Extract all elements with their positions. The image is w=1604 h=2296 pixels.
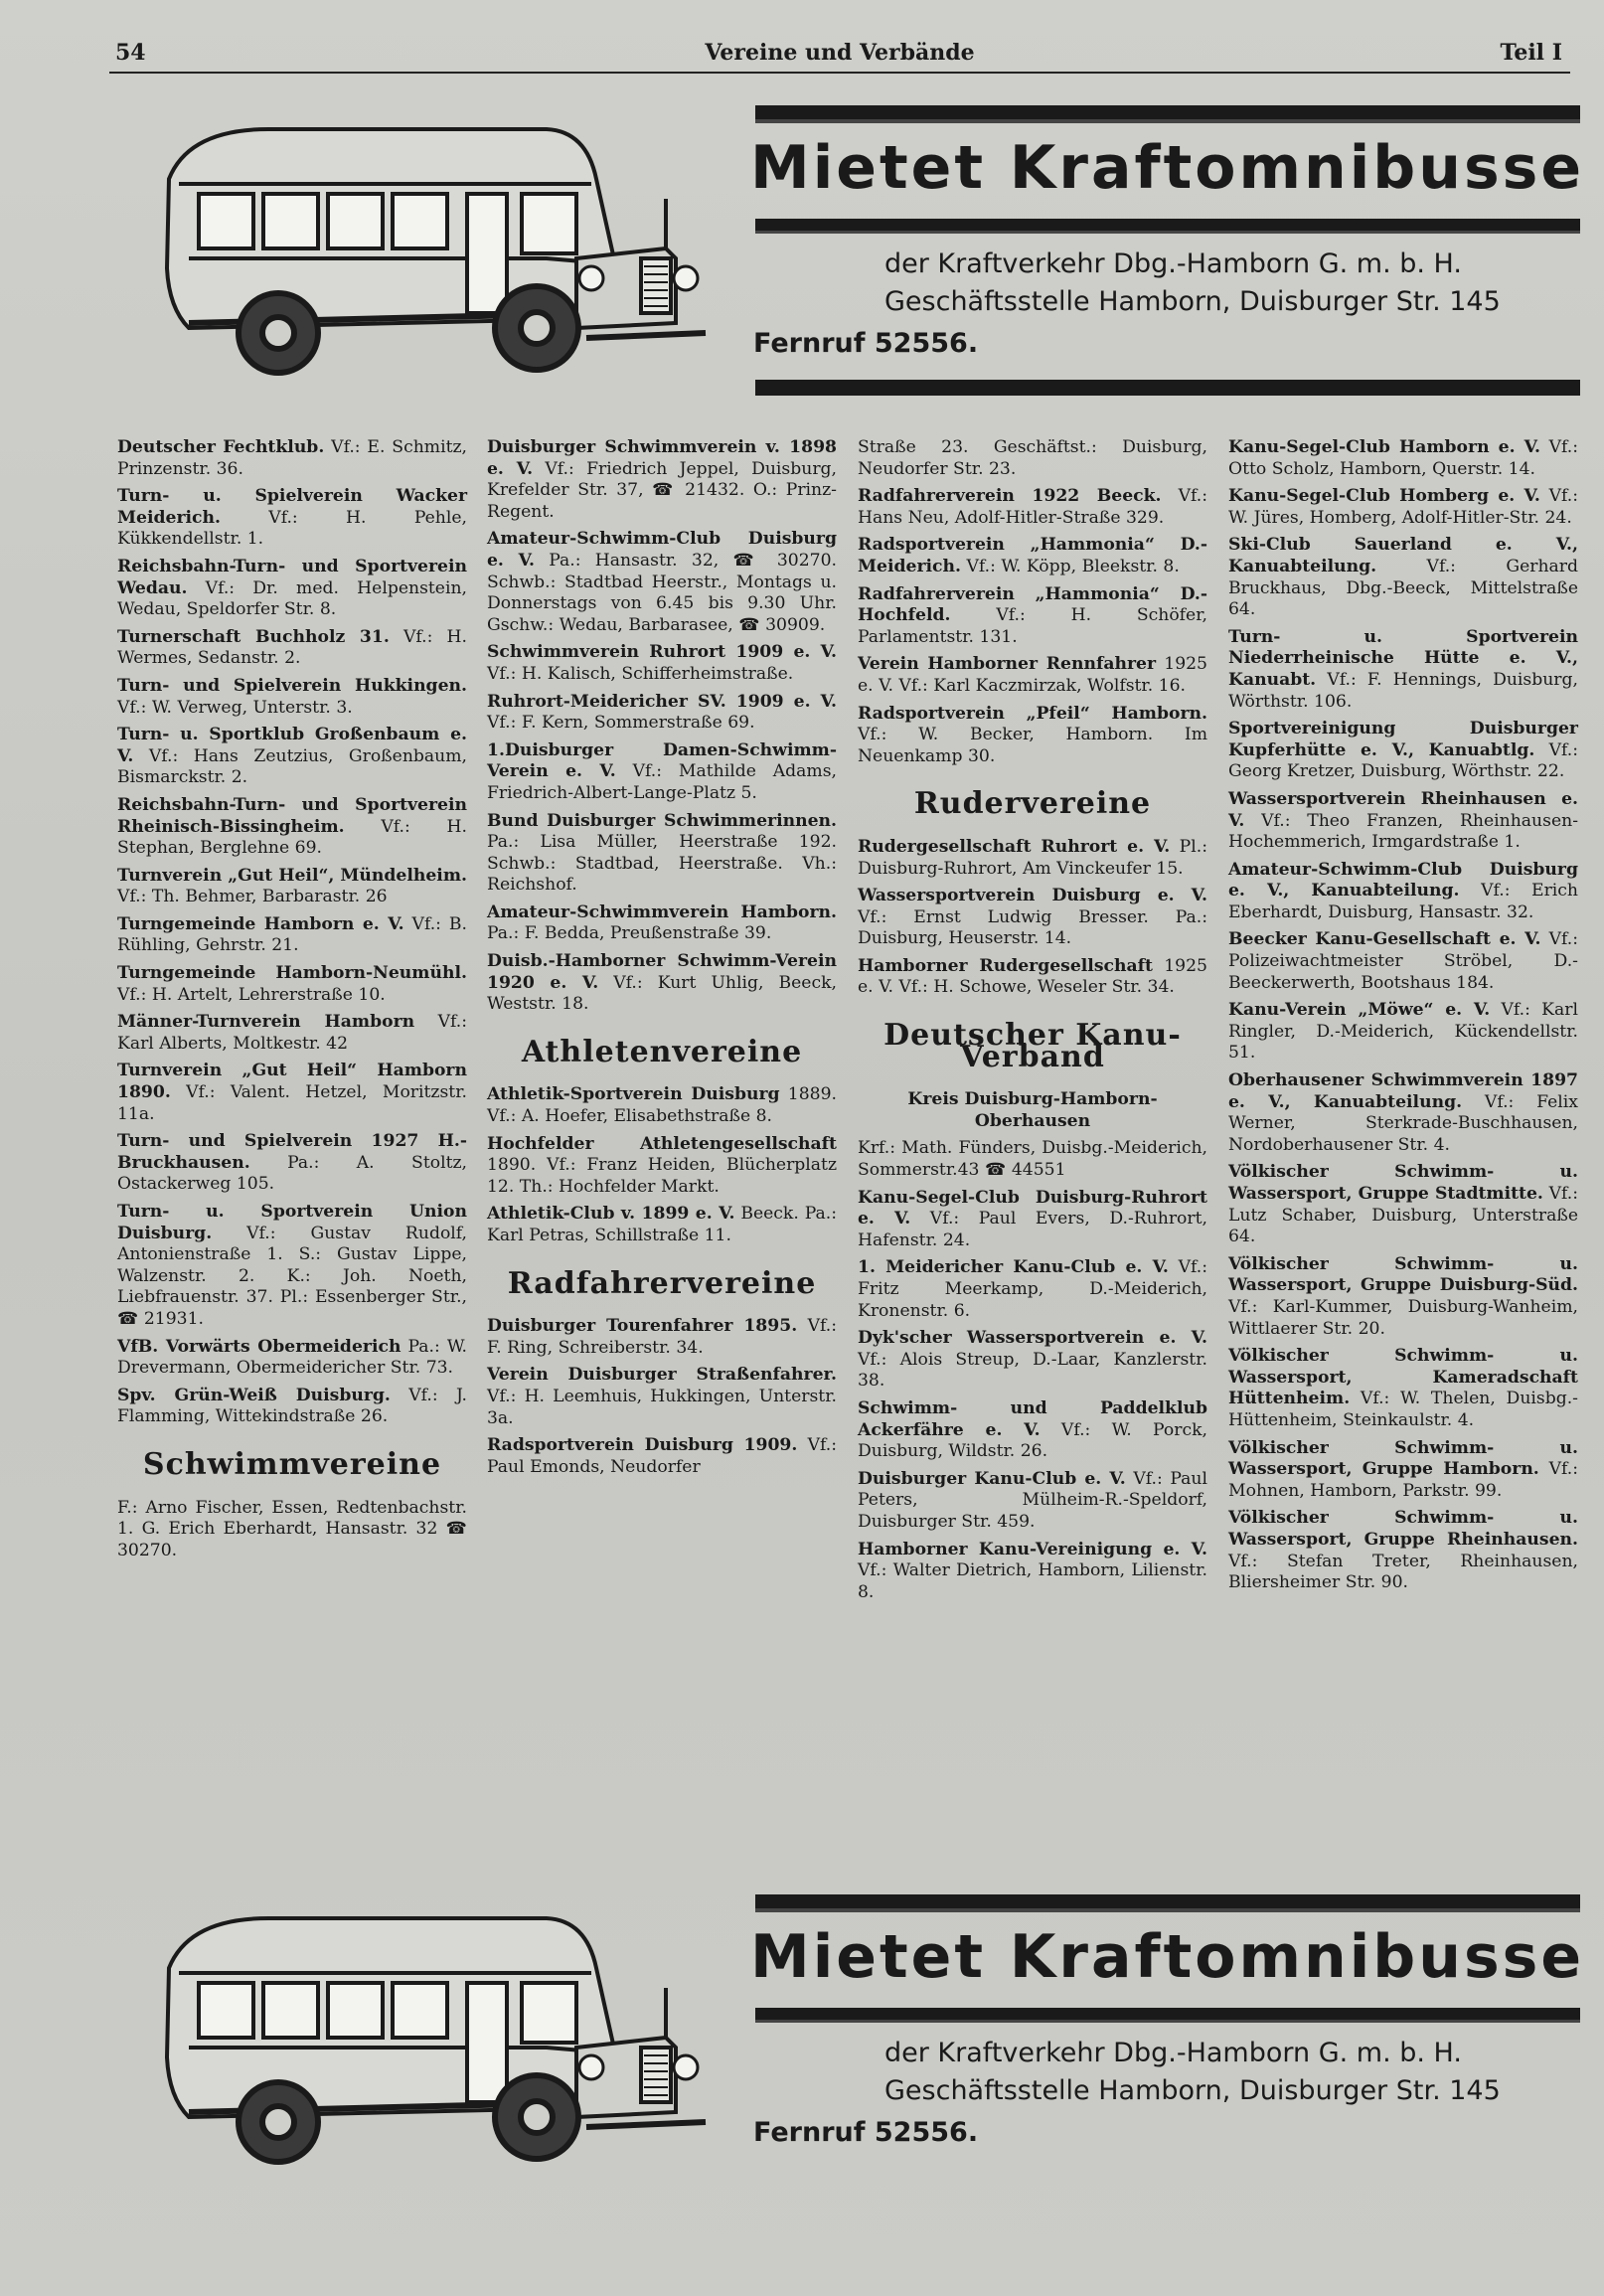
club-details: Vf.: H. Wermes, Sedanstr. 2. [117, 626, 467, 669]
club-name: Kanu-Verein „Möwe“ e. V. [1228, 1000, 1491, 1021]
club-name: Reichsbahn-Turn- und Sportverein Wedau. [117, 556, 467, 598]
section-heading: Radfahrervereine [507, 1265, 817, 1301]
club-name: Männer-Turnverein Hamborn [117, 1012, 415, 1033]
page-number: 54 [115, 40, 146, 66]
club-details: Vf.: H. Schöfer, Parlamentstr. 131. [858, 605, 1207, 647]
club-details: 1890. Vf.: Franz Heiden, Blücherplatz 12. Th.: Hochfelder Markt. [487, 1155, 837, 1197]
club-name: Schwimmverein Ruhrort 1909 e. V. [487, 642, 837, 663]
club-details: Vf.: Hans Zeutzius, Großenbaum, Bismarckstr. 2. [117, 745, 467, 788]
club-name: Athletik-Sportverein Duisburg [487, 1084, 780, 1105]
running-title: Vereine und Verbände [705, 40, 975, 66]
section-heading: Rudervereine [913, 786, 1152, 822]
club-details: Vf.: J. Flamming, Wittekindstraße 26. [117, 1385, 467, 1427]
club-entry [858, 654, 1207, 697]
club-entry [858, 584, 1207, 649]
ad-company: der Kraftverkehr Dbg.-Hamborn G. m. b. H. [884, 248, 1462, 279]
club-details: Vf.: W. Porck, Duisburg, Wildstr. 26. [858, 1419, 1207, 1462]
club-name: Verein Hamborner Rennfahrer [858, 654, 1157, 675]
club-name: Kanu-Segel-Club Hamborn e. V. [1228, 437, 1540, 457]
rule [755, 2020, 1580, 2023]
column-1 [117, 437, 467, 1567]
club-entry [1228, 486, 1578, 529]
club-details: Vf.: W. Verweg, Unterstr. 3. [117, 697, 353, 718]
club-entry [858, 1398, 1207, 1463]
club-entry [1228, 1254, 1578, 1340]
club-entry [117, 627, 467, 670]
bus-illustration [149, 1898, 765, 2187]
part-label: Teil I [1500, 40, 1562, 66]
club-details: Vf.: F. Kern, Sommerstraße 69. [487, 713, 755, 734]
ad-address: Geschäftsstelle Hamborn, Duisburger Str. 145 [884, 2075, 1501, 2106]
club-details: Vf.: Otto Scholz, Hamborn, Querstr. 14. [1228, 437, 1578, 479]
club-entry [117, 866, 467, 908]
club-entry [1228, 1162, 1578, 1247]
club-entry [487, 1365, 837, 1429]
club-name: Turn- und Spielverein 1927 H.-Bruckhausen. [117, 1131, 467, 1173]
club-entry [858, 1257, 1207, 1322]
ad-phone: Fernruf 52556. [753, 2117, 979, 2148]
club-entry [1228, 1438, 1578, 1503]
club-name: Rudergesellschaft Ruhrort e. V. [858, 836, 1171, 857]
club-entry [487, 692, 837, 735]
club-name: Radsportverein Duisburg 1909. [487, 1435, 798, 1456]
club-name: VfB. Vorwärts Obermeiderich [117, 1336, 401, 1357]
club-details: Vf.: Karl Ringler, D.-Meiderich, Kückendellstr. 51. [1228, 1000, 1578, 1064]
club-details: Vf.: Kurt Uhlig, Beeck, Weststr. 18. [487, 972, 837, 1015]
club-details: 1925 e. V. Vf.: H. Schowe, Weseler Str. 34. [858, 955, 1207, 998]
club-entry [858, 486, 1207, 529]
club-entry [1228, 535, 1578, 620]
club-name: Turn- u. Sportverein Union Duisburg. [117, 1202, 467, 1243]
club-details: Vf.: Karl Alberts, Moltkestr. 42 [117, 1012, 467, 1054]
club-details: Vf.: Polizeiwachtmeister Ströbel, D.-Beeckerwerth, Bootshaus 184. [1228, 929, 1578, 993]
club-name: 1.Duisburger Damen-Schwimm-Verein e. V. [487, 739, 837, 782]
club-details: Vf.: Lutz Schaber, Duisburg, Unterstraße 64. [1228, 1184, 1578, 1247]
club-entry [117, 1061, 467, 1125]
club-name: Ski-Club Sauerland e. V., Kanuabteilung. [1228, 535, 1578, 576]
club-entry [487, 902, 837, 945]
club-details: Vf.: Gustav Rudolf, Antonienstraße 1. S.: Gustav Lippe, Walzenstr. 2. K.: Joh. Noeth, Liebfrauenstr. 37. Pl.: Essenberger Str., ☎ 21931. [117, 1223, 467, 1329]
club-details: Pa.: W. Drevermann, Obermeidericher Str. 73. [117, 1336, 467, 1379]
club-details: Pa.: F. Bedda, Preußenstraße 39. [487, 923, 772, 944]
club-name: Völkischer Schwimm- u. Wassersport, Gruppe Rheinhausen. [1228, 1508, 1578, 1550]
club-entry [1228, 860, 1578, 924]
club-entry [487, 740, 837, 805]
club-name: Hochfelder Athletengesellschaft [487, 1133, 837, 1154]
club-name: Völkischer Schwimm- u. Wassersport, Gruppe Stadtmitte. [1228, 1162, 1578, 1204]
club-details: Vf.: Stefan Treter, Rheinhausen, Bliersheimer Str. 90. [1228, 1551, 1578, 1593]
club-entry [1228, 929, 1578, 994]
club-entry [117, 1131, 467, 1196]
club-name: 1. Meidericher Kanu-Club e. V. [858, 1257, 1169, 1278]
club-name: Radsportverein „Hammonia“ D.-Meiderich. [858, 535, 1207, 576]
club-details: Vf.: B. Rühling, Gehrstr. 21. [117, 913, 468, 956]
club-name: Reichsbahn-Turn- und Sportverein Rheinisch-Bissingheim. [117, 794, 467, 837]
club-details: Vf.: Fritz Meerkamp, D.-Meiderich, Kronenstr. 6. [858, 1257, 1207, 1321]
club-name: Oberhausener Schwimmverein 1897 e. V., Kanuabteilung. [1228, 1070, 1578, 1112]
club-details: Vf.: H. Stephan, Berglehne 69. [117, 816, 467, 859]
club-entry [858, 1328, 1207, 1393]
club-entry [117, 914, 467, 957]
ad-phone: Fernruf 52556. [753, 328, 979, 359]
club-details: Straße 23. Geschäftst.: Duisburg, Neudorfer Str. 23. [858, 437, 1207, 479]
club-name: Turnverein „Gut Heil“ Hamborn 1890. [117, 1061, 467, 1103]
club-details: Vf.: W. Thelen, Duisbg.-Hüttenheim, Steinkaulstr. 4. [1228, 1389, 1578, 1430]
club-details: Vf.: Karl-Kummer, Duisburg-Wanheim, Wittlaerer Str. 20. [1228, 1296, 1578, 1339]
club-entry [1228, 1508, 1578, 1593]
club-entry [487, 1134, 837, 1199]
club-name: Völkischer Schwimm- u. Wassersport, Gruppe Hamborn. [1228, 1437, 1578, 1480]
club-details: 1889. Vf.: A. Hoefer, Elisabethstraße 8. [487, 1084, 837, 1127]
club-name: Wassersportverein Rheinhausen e. V. [1228, 788, 1578, 831]
club-entry [1228, 627, 1578, 713]
club-name: Amateur-Schwimmverein Hamborn. [487, 902, 837, 922]
club-name: Hamborner Rudergesellschaft [858, 955, 1153, 976]
club-name: Sportvereinigung Duisburger Kupferhütte e. V., Kanuabtlg. [1228, 719, 1578, 760]
club-details: Vf.: E. Schmitz, Prinzenstr. 36. [117, 437, 467, 479]
rule [755, 2008, 1580, 2020]
club-name: Duisburger Tourenfahrer 1895. [487, 1316, 798, 1337]
club-entry [1228, 1346, 1578, 1431]
club-entry [117, 1386, 467, 1428]
club-details: Vf.: Felix Werner, Sterkrade-Buschhausen, Nordoberhausener Str. 4. [1228, 1091, 1578, 1155]
advertisement-bottom [129, 1888, 1585, 2197]
club-name: Turnerschaft Buchholz 31. [117, 626, 390, 647]
rule [755, 1908, 1580, 1912]
club-entry [487, 1316, 837, 1359]
advertisement-top [129, 99, 1585, 408]
club-name: Amateur-Schwimm-Club Duisburg e. V., Kanuabteilung. [1228, 859, 1578, 902]
club-name: Radfahrerverein „Hammonia“ D.-Hochfeld. [858, 583, 1207, 626]
club-entry [487, 529, 837, 636]
club-entry [487, 1204, 837, 1246]
club-entry [117, 1202, 467, 1331]
club-details: Vf.: F. Ring, Schreiberstr. 34. [487, 1316, 837, 1358]
club-entry [1228, 1070, 1578, 1156]
club-details: Krf.: Math. Fünders, Duisbg.-Meiderich, Sommerstr.43 ☎ 44551 [858, 1138, 1207, 1181]
club-name: Bund Duisburger Schwimmerinnen. [487, 810, 837, 831]
club-name: Hamborner Kanu-Vereinigung e. V. [858, 1539, 1207, 1559]
club-details: Vf.: Alois Streup, D.-Laar, Kanzlerstr. 38. [858, 1349, 1207, 1392]
club-details: Vf.: Friedrich Jeppel, Duisburg, Krefelder Str. 37, ☎ 21432. O.: Prinz-Regent. [487, 458, 838, 522]
club-entry [117, 486, 467, 551]
club-details: Vf.: H. Pehle, Kükkendellstr. 1. [117, 507, 467, 550]
club-details: Vf.: Paul Evers, D.-Ruhrort, Hafenstr. 24. [858, 1209, 1207, 1250]
club-details: Vf.: Mohnen, Hamborn, Parkstr. 99. [1228, 1459, 1578, 1501]
club-name: Radfahrerverein 1922 Beeck. [858, 486, 1162, 507]
club-details: Vf.: W. Köpp, Bleekstr. 8. [960, 556, 1180, 576]
club-entry [487, 1084, 837, 1127]
club-name: Kanu-Segel-Club Homberg e. V. [1228, 486, 1540, 507]
club-entry [487, 437, 837, 523]
club-details: Vf.: Valent. Hetzel, Moritzstr. 11a. [117, 1082, 467, 1124]
club-entry [858, 886, 1207, 950]
club-details: Pa.: Lisa Müller, Heerstraße 192. Schwb.: Stadtbad, Heerstraße. Vh.: Reichshof. [487, 832, 837, 896]
club-details: Pa.: Hansastr. 32, ☎ 30270. Schwb.: Stadtbad Heerstr., Montags u. Donnerstags von 6.45 bis 9.30 Uhr. Gschw.: Wedau, Barbarasee, ☎ 30909. [487, 550, 838, 635]
club-name: Kanu-Segel-Club Duisburg-Ruhrort e. V. [858, 1187, 1207, 1230]
ad-headline: Mietet Kraftomnibusse [750, 133, 1585, 203]
club-entry [117, 725, 467, 789]
club-name: Spv. Grün-Weiß Duisburg. [117, 1385, 391, 1405]
club-name: Dyk'scher Wassersportverein e. V. [858, 1328, 1207, 1349]
club-name: Völkischer Schwimm- u. Wassersport, Gruppe Duisburg-Süd. [1228, 1253, 1578, 1296]
club-name: Duisburger Schwimmverein v. 1898 e. V. [487, 437, 837, 479]
club-entry [858, 837, 1207, 880]
directory-columns [117, 437, 1594, 1869]
club-name: Turn- u. Sportklub Großenbaum e. V. [117, 725, 467, 766]
district-heading: Kreis Duisburg-Hamborn-Oberhausen [907, 1089, 1158, 1131]
club-name: Wassersportverein Duisburg e. V. [858, 886, 1207, 906]
club-name: Verein Duisburger Straßenfahrer. [487, 1365, 837, 1386]
club-name: Ruhrort-Meidericher SV. 1909 e. V. [487, 691, 837, 712]
club-details: 1925 e. V. Vf.: Karl Kaczmirzak, Wolfstr. 16. [858, 654, 1207, 696]
club-entry [117, 1337, 467, 1380]
club-details: Vf.: Hans Neu, Adolf-Hitler-Straße 329. [858, 486, 1207, 528]
bus-illustration [149, 109, 765, 398]
running-header [109, 30, 1570, 74]
club-entry [858, 704, 1207, 768]
club-details: Vf.: Walter Dietrich, Hamborn, Lilienstr. 8. [858, 1560, 1207, 1602]
club-details: Vf.: H. Kalisch, Schifferheimstraße. [487, 663, 794, 684]
rule [755, 219, 1580, 231]
rule [755, 105, 1580, 119]
club-details: Vf.: Erich Eberhardt, Duisburg, Hansastr. 32. [1228, 881, 1578, 922]
club-details: Vf.: H. Artelt, Lehrerstraße 10. [117, 984, 386, 1005]
club-name: Athletik-Club v. 1899 e. V. [487, 1204, 735, 1225]
club-entry [858, 1540, 1207, 1604]
club-name: Schwimm- und Paddelklub Ackerfähre e. V. [858, 1397, 1207, 1440]
club-entry [487, 951, 837, 1016]
section-heading: Schwimmvereine [142, 1446, 442, 1482]
club-details: Vf.: Dr. med. Helpenstein, Wedau, Speldorfer Str. 8. [117, 577, 467, 620]
club-details: Vf.: W. Becker, Hamborn. Im Neuenkamp 30. [858, 725, 1207, 766]
club-details: Vf.: H. Leemhuis, Hukkingen, Unterstr. 3a. [487, 1386, 837, 1428]
column-4 [1228, 437, 1578, 1600]
column-2 [487, 437, 837, 1484]
club-entry [1228, 1000, 1578, 1065]
section-heading: Athletenvereine [521, 1034, 803, 1069]
club-entry [117, 1498, 467, 1562]
club-entry [858, 437, 1207, 480]
club-details: Vf.: Gerhard Bruckhaus, Dbg.-Beeck, Mittelstraße 64. [1228, 556, 1578, 620]
club-entry [117, 437, 467, 480]
club-details: F.: Arno Fischer, Essen, Redtenbachstr. 1. G. Erich Eberhardt, Hansastr. 32 ☎ 30270. [117, 1497, 467, 1560]
club-name: Turnverein „Gut Heil“, Mündelheim. [117, 865, 467, 886]
club-details: Vf.: Georg Kretzer, Duisburg, Wörthstr. 22. [1228, 739, 1578, 782]
ad-address: Geschäftsstelle Hamborn, Duisburger Str. 145 [884, 286, 1501, 317]
club-entry [117, 795, 467, 860]
club-entry [487, 642, 837, 685]
club-entry [117, 557, 467, 621]
club-details: Pl.: Duisburg-Ruhrort, Am Vinckeufer 15. [858, 836, 1207, 879]
club-name: Völkischer Schwimm- u. Wassersport, Kameradschaft Hüttenheim. [1228, 1346, 1578, 1409]
club-name: Duisburger Kanu-Club e. V. [858, 1468, 1126, 1489]
club-name: Duisb.-Hamborner Schwimm-Verein 1920 e. V. [487, 951, 837, 993]
club-details: Pa.: A. Stoltz, Ostackerweg 105. [117, 1152, 467, 1195]
club-name: Turngemeinde Hamborn-Neumühl. [117, 963, 467, 984]
club-entry [1228, 719, 1578, 783]
club-entry [858, 1188, 1207, 1252]
club-entry [1228, 437, 1578, 480]
club-entry [1228, 789, 1578, 854]
club-details: Vf.: W. Jüres, Homberg, Adolf-Hitler-Str. 24. [1228, 486, 1578, 528]
rule [755, 1894, 1580, 1908]
club-name: Turn- u. Spielverein Wacker Meiderich. [117, 486, 467, 528]
club-name: Deutscher Fechtklub. [117, 437, 325, 457]
club-name: Turngemeinde Hamborn e. V. [117, 913, 404, 934]
ad-company: der Kraftverkehr Dbg.-Hamborn G. m. b. H. [884, 2038, 1462, 2068]
club-name: Turn- und Spielverein Hukkingen. [117, 675, 467, 696]
club-entry [858, 1138, 1207, 1181]
club-details: Vf.: Paul Emonds, Neudorfer [487, 1435, 837, 1477]
club-entry [117, 676, 467, 719]
club-details: Beeck. Pa.: Karl Petras, Schillstraße 11. [487, 1204, 837, 1245]
rule [755, 231, 1580, 234]
ad-headline: Mietet Kraftomnibusse [750, 1922, 1585, 1992]
club-details: Vf.: Theo Franzen, Rheinhausen-Hochemmerich, Irmgardstraße 1. [1228, 810, 1578, 853]
club-entry [117, 963, 467, 1006]
club-details: Vf.: Ernst Ludwig Bresser. Pa.: Duisburg, Heuserstr. 14. [858, 906, 1207, 949]
club-entry [117, 1012, 467, 1055]
club-entry [858, 1469, 1207, 1534]
club-name: Amateur-Schwimm-Club Duisburg e. V. [487, 529, 837, 571]
club-details: Vf.: F. Hennings, Duisburg, Wörthstr. 106. [1228, 669, 1578, 712]
club-entry [487, 811, 837, 897]
club-details: Vf.: Th. Behmer, Barbarastr. 26 [117, 887, 388, 907]
club-entry [487, 1435, 837, 1478]
rule [755, 119, 1580, 123]
club-name: Beecker Kanu-Gesellschaft e. V. [1228, 929, 1541, 950]
club-name: Turn- u. Sportverein Niederrheinische Hütte e. V., Kanuabt. [1228, 626, 1578, 690]
club-details: Vf.: Mathilde Adams, Friedrich-Albert-Lange-Platz 5. [487, 761, 837, 803]
club-entry [858, 535, 1207, 577]
rule [755, 380, 1580, 396]
club-details: Vf.: Paul Peters, Mülheim-R.-Speldorf, Duisburger Str. 459. [858, 1468, 1207, 1532]
section-heading: Deutscher Kanu-Verband [883, 1018, 1182, 1074]
club-name: Radsportverein „Pfeil“ Hamborn. [858, 703, 1207, 724]
club-entry [858, 956, 1207, 999]
column-3 [858, 437, 1207, 1609]
